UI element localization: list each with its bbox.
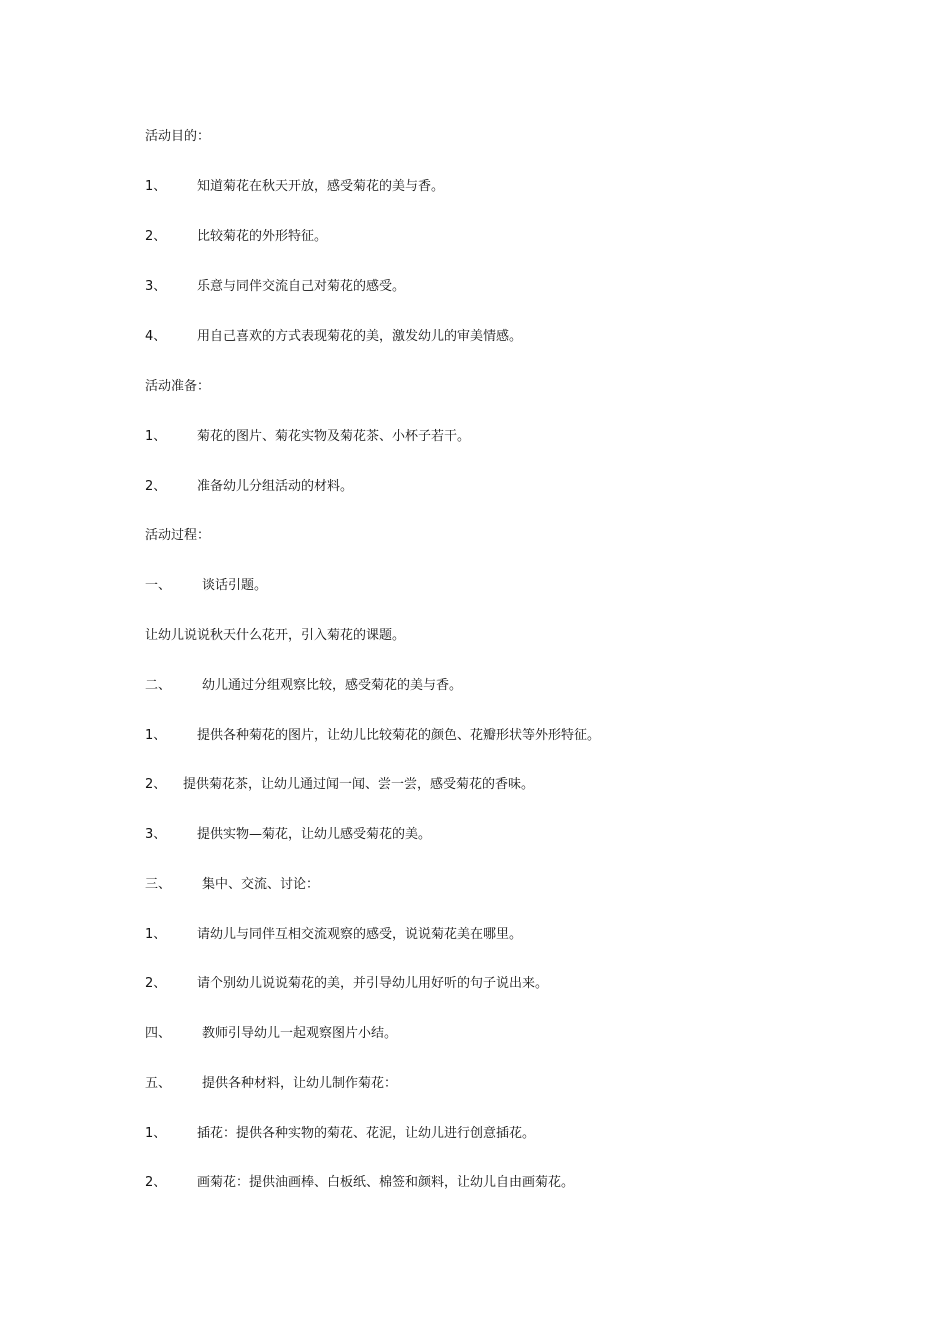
line-text: 菊花的图片、菊花实物及菊花茶、小杯子若干。 <box>197 429 471 444</box>
step-heading <box>145 1024 397 1044</box>
step-number: 三、 <box>145 877 172 892</box>
line-text: 用自己喜欢的方式表现菊花的美，激发幼儿的审美情感。 <box>197 329 523 344</box>
step-heading <box>145 676 462 696</box>
list-item <box>145 327 522 347</box>
line-text: 提供各种菊花的图片，让幼儿比较菊花的颜色、花瓣形状等外形特征。 <box>197 728 601 743</box>
step-number: 二、 <box>145 678 172 693</box>
list-number: 2、 <box>145 1175 167 1190</box>
line-text: 知道菊花在秋天开放，感受菊花的美与香。 <box>197 179 445 194</box>
list-number: 1、 <box>145 728 167 743</box>
step-heading <box>145 576 267 596</box>
line-text: 画菊花：提供油画棒、白板纸、棉签和颜料，让幼儿自由画菊花。 <box>197 1175 575 1190</box>
list-number: 3、 <box>145 279 167 294</box>
line-text: 让幼儿说说秋天什么花开，引入菊花的课题。 <box>145 628 406 643</box>
line-text: 提供实物—菊花，让幼儿感受菊花的美。 <box>197 827 432 842</box>
section-heading-preparation <box>145 377 210 397</box>
list-item <box>145 925 522 945</box>
line-text: 教师引导幼儿一起观察图片小结。 <box>202 1026 398 1041</box>
list-item <box>145 477 353 497</box>
list-number: 2、 <box>145 976 167 991</box>
line-text: 谈话引题。 <box>202 578 268 593</box>
list-item <box>145 726 600 746</box>
list-item <box>145 177 444 197</box>
line-text: 请个别幼儿说说菊花的美，并引导幼儿用好听的句子说出来。 <box>197 976 549 991</box>
list-item <box>145 277 405 297</box>
list-item <box>145 227 327 247</box>
step-number: 一、 <box>145 578 172 593</box>
section-heading-process <box>145 526 210 546</box>
line-text: 活动过程： <box>145 528 211 543</box>
step-number: 四、 <box>145 1026 172 1041</box>
line-text: 乐意与同伴交流自己对菊花的感受。 <box>197 279 406 294</box>
line-text: 集中、交流、讨论： <box>202 877 320 892</box>
list-number: 1、 <box>145 927 167 942</box>
list-number: 2、 <box>145 229 167 244</box>
list-number: 4、 <box>145 329 167 344</box>
list-number: 3、 <box>145 827 167 842</box>
list-number: 1、 <box>145 1126 167 1141</box>
list-item <box>145 1173 574 1193</box>
list-number: 1、 <box>145 179 167 194</box>
line-text: 插花：提供各种实物的菊花、花泥，让幼儿进行创意插花。 <box>197 1126 536 1141</box>
line-text: 活动准备： <box>145 379 211 394</box>
line-text: 比较菊花的外形特征。 <box>197 229 328 244</box>
list-number: 2、 <box>145 777 167 792</box>
list-item <box>145 427 470 447</box>
line-text: 活动目的： <box>145 129 211 144</box>
list-item <box>145 974 548 994</box>
line-text: 幼儿通过分组观察比较，感受菊花的美与香。 <box>202 678 463 693</box>
step-heading <box>145 1074 397 1094</box>
list-item <box>145 1124 535 1144</box>
list-number: 1、 <box>145 429 167 444</box>
list-item <box>145 775 534 795</box>
line-text: 请幼儿与同伴互相交流观察的感受，说说菊花美在哪里。 <box>197 927 523 942</box>
line-text: 提供菊花茶，让幼儿通过闻一闻、尝一尝，感受菊花的香味。 <box>183 777 535 792</box>
line-text: 提供各种材料，让幼儿制作菊花： <box>202 1076 398 1091</box>
section-heading-objectives <box>145 127 210 147</box>
paragraph <box>145 626 405 646</box>
step-number: 五、 <box>145 1076 172 1091</box>
list-number: 2、 <box>145 479 167 494</box>
list-item <box>145 825 431 845</box>
step-heading <box>145 875 319 895</box>
line-text: 准备幼儿分组活动的材料。 <box>197 479 354 494</box>
